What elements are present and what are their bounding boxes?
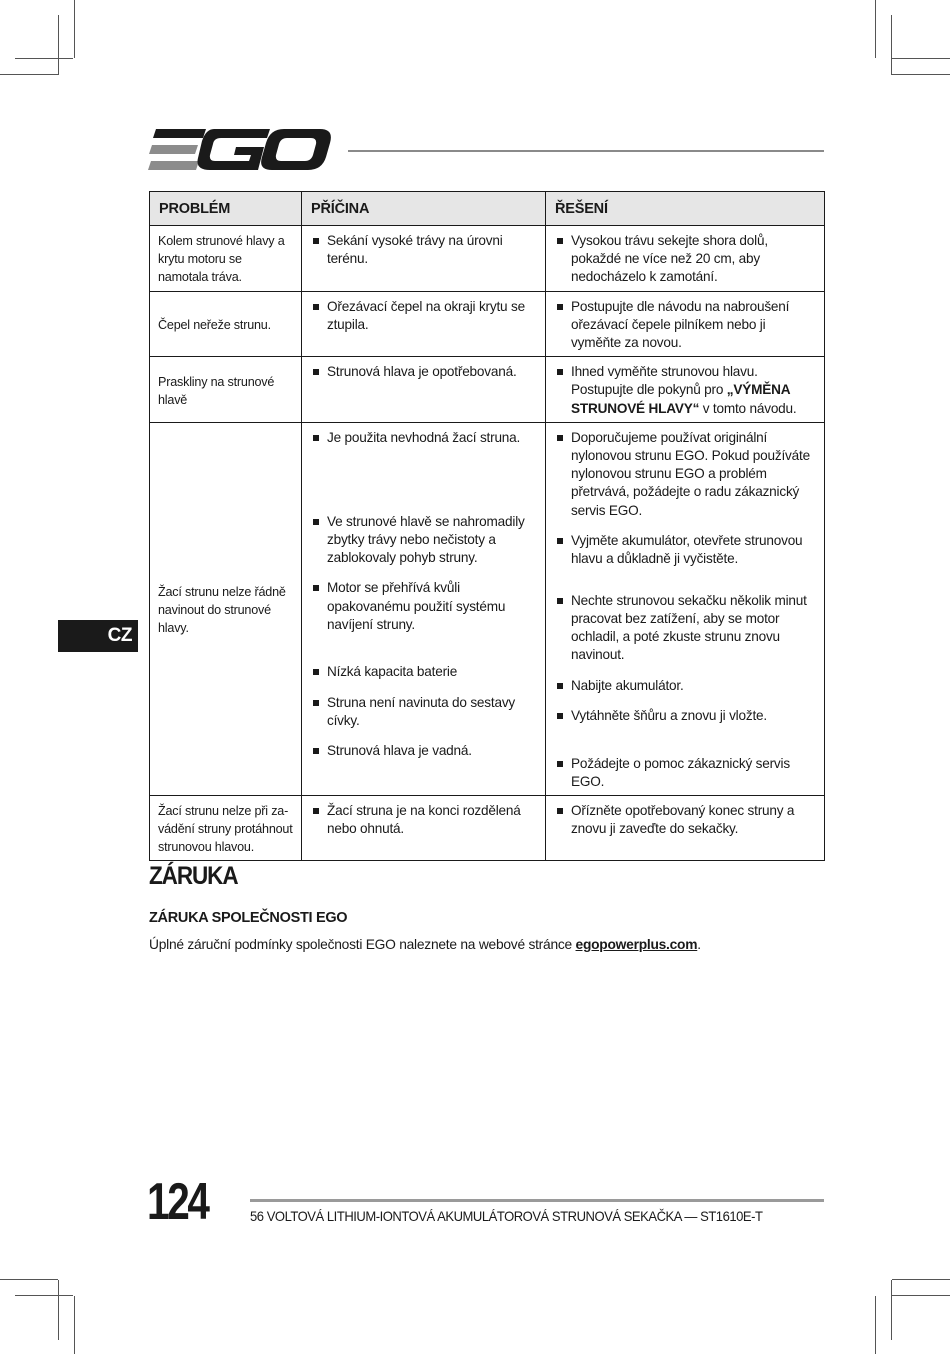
cause-cell bbox=[302, 226, 546, 292]
cause-item: Sekání vysoké trávy na úrovni terénu. bbox=[311, 232, 537, 268]
solution-item bbox=[555, 363, 816, 418]
section-reference: „VÝMĚNA STRUNOVÉ HLAVY“ bbox=[571, 382, 790, 416]
cause-item: Motor se přehřívá kvůli opakovanému použití systému navíjení struny. bbox=[311, 579, 537, 651]
table-row bbox=[150, 422, 825, 795]
crop-mark bbox=[74, 0, 75, 58]
solution-item: Doporučujeme používat originální nylonovou strunu EGO. Pokud používáte nylonovou strunu EGO a problém přetrvává, požádejte o radu zákaznický servis EGO. bbox=[555, 429, 816, 520]
solution-item: Požádejte o pomoc zákaznický servis EGO. bbox=[555, 755, 816, 791]
table-row bbox=[150, 357, 825, 423]
solution-item: Nechte strunovou sekačku několik minut pracovat bez zatížení, aby se motor ochladil, a poté zkuste strunu znovu navinout. bbox=[555, 592, 816, 665]
solution-item: Vyjměte akumulátor, otevřete strunovou hlavu a důkladně ji vyčistěte. bbox=[555, 532, 816, 580]
solution-item: Ořízněte opotřebovaný konec struny a znovu ji zaveďte do sekačky. bbox=[555, 802, 816, 838]
problem-cell: Praskliny na strunové hlavě bbox=[150, 357, 302, 423]
warranty-subtitle: ZÁRUKA SPOLEČNOSTI EGO bbox=[149, 910, 348, 926]
solution-text: Ihned vyměňte strunovou hlavu. Postupujte dle pokynů pro bbox=[571, 364, 758, 398]
troubleshooting-table bbox=[149, 191, 825, 861]
warranty-end: . bbox=[697, 937, 701, 952]
cause-item: Strunová hlava je vadná. bbox=[311, 742, 537, 760]
problem-cell: Kolem strunové hlavy a krytu motoru se namotala tráva. bbox=[150, 226, 302, 292]
warranty-text bbox=[149, 937, 701, 952]
cause-item: Je použita nevhodná žací struna. bbox=[311, 429, 537, 501]
crop-mark bbox=[15, 58, 73, 59]
crop-mark bbox=[892, 74, 950, 75]
problem-cell: Čepel neřeže strunu. bbox=[150, 291, 302, 357]
crop-mark bbox=[892, 1295, 950, 1296]
crop-mark bbox=[891, 1280, 892, 1340]
crop-mark bbox=[58, 1280, 59, 1340]
table-row bbox=[150, 226, 825, 292]
cause-cell bbox=[302, 796, 546, 861]
ego-logo bbox=[148, 128, 332, 172]
solution-cell bbox=[546, 357, 825, 423]
crop-mark bbox=[875, 0, 876, 58]
cause-item: Nízká kapacita baterie bbox=[311, 663, 537, 681]
solution-cell bbox=[546, 422, 825, 795]
cause-cell bbox=[302, 357, 546, 423]
crop-mark bbox=[58, 15, 59, 75]
solution-cell bbox=[546, 226, 825, 292]
crop-mark bbox=[74, 1296, 75, 1354]
website-link[interactable]: egopowerplus.com bbox=[575, 937, 698, 952]
crop-mark bbox=[875, 1296, 876, 1354]
warranty-title: ZÁRUKA bbox=[149, 862, 238, 890]
crop-mark bbox=[891, 15, 892, 75]
crop-mark bbox=[0, 74, 58, 75]
table-row bbox=[150, 796, 825, 861]
cause-item: Žací struna je na konci rozdělená nebo ohnutá. bbox=[311, 802, 537, 838]
page-number: 124 bbox=[147, 1173, 208, 1231]
warranty-body: Úplné záruční podmínky společnosti EGO naleznete na webové stránce bbox=[149, 937, 576, 952]
column-header-solution: ŘEŠENÍ bbox=[546, 192, 825, 226]
cause-cell bbox=[302, 422, 546, 795]
problem-cell: Žací strunu nelze při za-vádění struny protáhnout strunovou hlavou. bbox=[150, 796, 302, 861]
crop-mark bbox=[892, 1279, 950, 1280]
cause-cell bbox=[302, 291, 546, 357]
solution-item: Postupujte dle návodu na nabroušení ořezávací čepele pilníkem nebo ji vyměňte za novou. bbox=[555, 298, 816, 353]
header-rule bbox=[348, 150, 824, 152]
footer-rule bbox=[250, 1199, 824, 1202]
solution-cell bbox=[546, 796, 825, 861]
cause-item: Ořezávací čepel na okraji krytu se ztupila. bbox=[311, 298, 537, 334]
cause-item: Strunová hlava je opotřebovaná. bbox=[311, 363, 537, 381]
crop-mark bbox=[892, 58, 950, 59]
problem-cell: Žací strunu nelze řádně navinout do strunové hlavy. bbox=[150, 422, 302, 795]
column-header-cause: PŘÍČINA bbox=[302, 192, 546, 226]
cause-item: Struna není navinuta do sestavy cívky. bbox=[311, 694, 537, 730]
solution-item: Nabijte akumulátor. bbox=[555, 677, 816, 695]
cause-item: Ve strunové hlavě se nahromadily zbytky trávy nebo nečistoty a zablokovaly pohyb struny. bbox=[311, 513, 537, 568]
crop-mark bbox=[0, 1279, 58, 1280]
solution-item: Vytáhněte šňůru a znovu ji vložte. bbox=[555, 707, 816, 743]
column-header-problem: PROBLÉM bbox=[150, 192, 302, 226]
solution-item: Vysokou trávu sekejte shora dolů, pokaždé ne více než 20 cm, aby nedocházelo k zamotání. bbox=[555, 232, 816, 287]
footer-title: 56 VOLTOVÁ LITHIUM-IONTOVÁ AKUMULÁTOROVÁ STRUNOVÁ SEKAČKA — ST1610E-T bbox=[250, 1208, 763, 1224]
solution-text: v tomto návodu. bbox=[699, 400, 797, 416]
solution-cell bbox=[546, 291, 825, 357]
table-header-row bbox=[150, 192, 825, 226]
table-row bbox=[150, 291, 825, 357]
language-tab: CZ bbox=[58, 620, 138, 652]
crop-mark bbox=[15, 1295, 73, 1296]
